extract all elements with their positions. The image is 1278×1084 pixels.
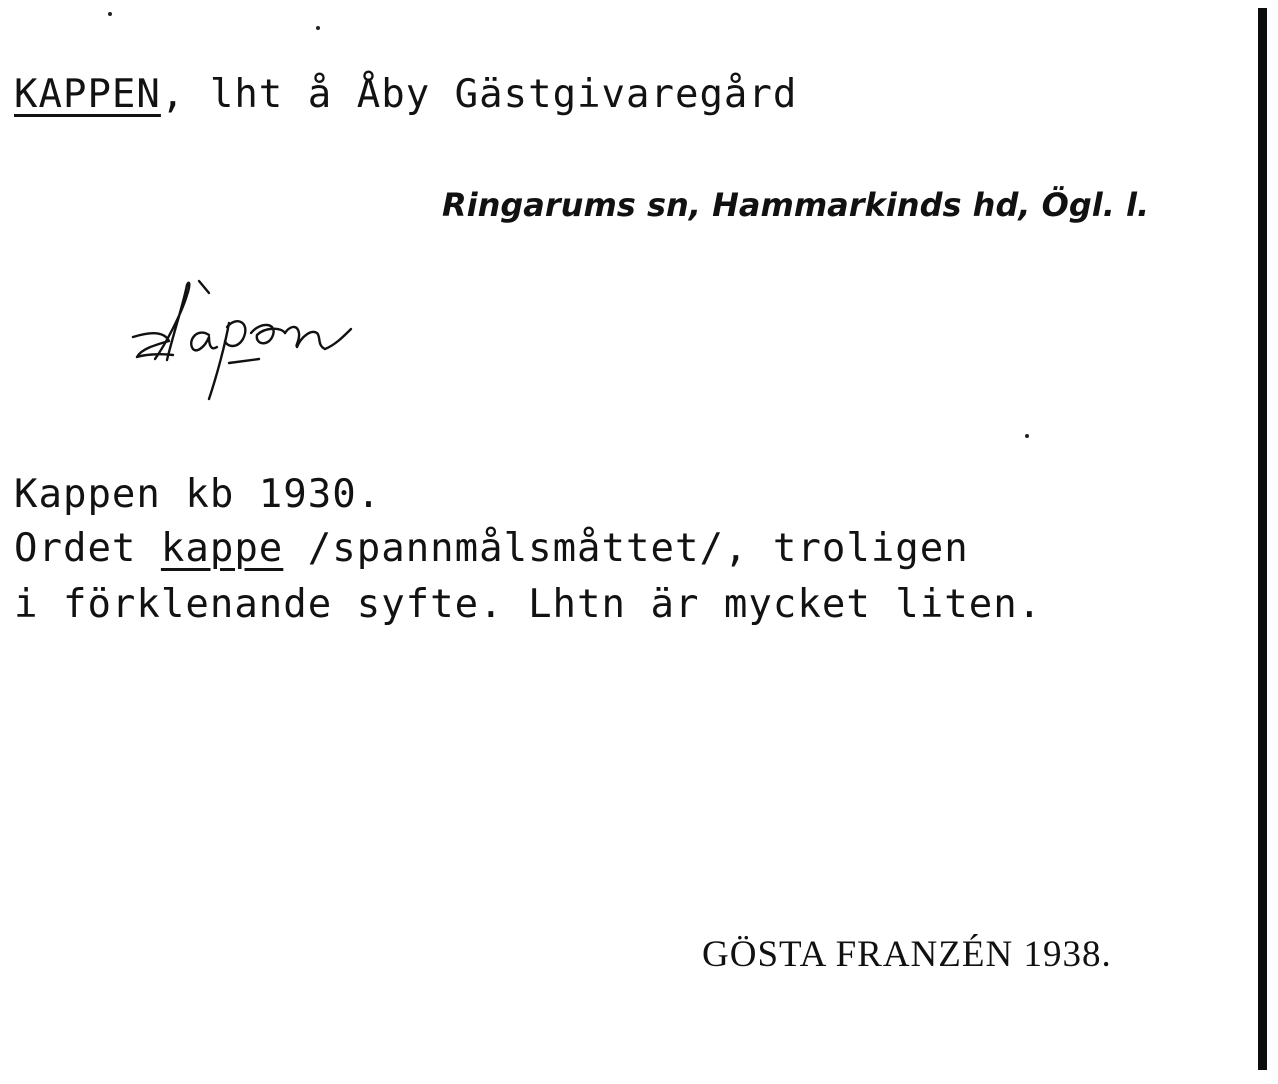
card-edge [1258,8,1267,1070]
header-rest: , lht å Åby Gästgivaregård [160,72,798,117]
header-line [14,72,797,117]
body-line-2 [14,526,969,571]
author-signature: GÖSTA FRANZÉN 1938. [702,934,1112,975]
body-line-2-end: /spannmålsmåttet/, troligen [283,526,969,571]
headword: KAPPEN [14,72,161,117]
body-line-1: Kappen kb 1930. [14,472,382,517]
speck [108,12,112,16]
parish-stamp: Ringarums sn, Hammarkinds hd, Ögl. l. [442,186,1150,224]
handwritten-pronunciation [125,275,365,405]
body-line-3: i förklenande syfte. Lhtn är mycket liten. [14,582,1043,627]
speck [316,26,320,30]
underlined-word: kappe [160,526,284,571]
speck [1025,434,1029,438]
body-line-2-start: Ordet [14,526,161,571]
